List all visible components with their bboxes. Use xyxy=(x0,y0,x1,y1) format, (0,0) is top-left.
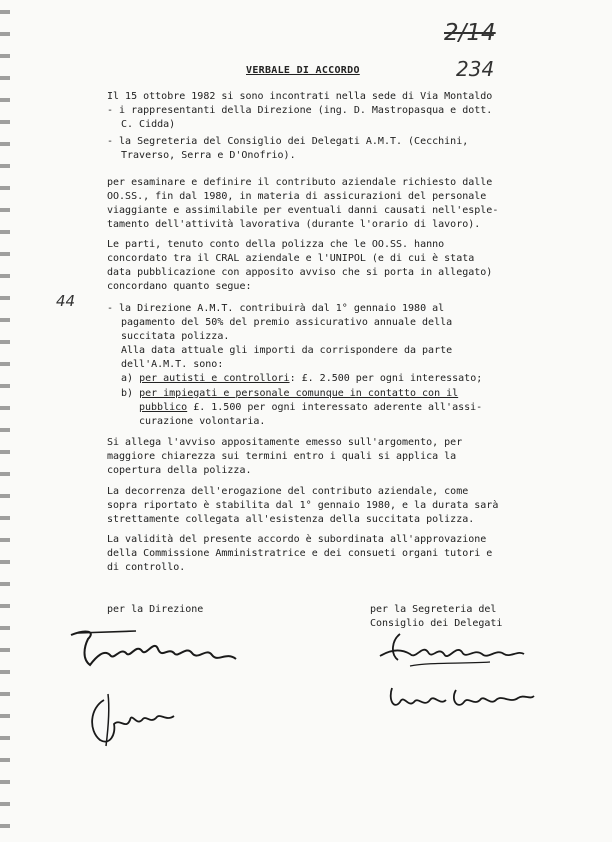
intro-item-1: - i rappresentanti della Direzione (ing. D. Mastropasqua e dott. xyxy=(107,105,493,116)
paragraph-3-line: succitata polizza. xyxy=(121,331,230,342)
signature-label-consiglio: Consiglio dei Delegati xyxy=(370,618,503,629)
paragraph-2-line: concordano quanto segue: xyxy=(107,281,252,292)
paragraph-3-line: dell'A.M.T. sono: xyxy=(121,359,224,370)
paragraph-2-line: concordato tra il CRAL aziendale e l'UNIPOL (e di cui è stata xyxy=(107,253,475,264)
paragraph-3-line: pagamento del 50% del premio assicurativo annuale della xyxy=(121,317,453,328)
paragraph-4-line: maggiore chiarezza sui termini entro i quali si applica la xyxy=(107,451,457,462)
intro-item-2-cont: Traverso, Serra e D'Onofrio). xyxy=(121,150,296,161)
signature-mastropasqua xyxy=(66,625,246,675)
item-b-underlined: per impiegati e personale comunque in contatto con il xyxy=(139,388,459,399)
item-b-cont xyxy=(139,401,482,415)
paragraph-1-line: OO.SS., fin dal 1980, in materia di assicurazioni del personale xyxy=(107,191,487,202)
paragraph-1-line: tamento dell'attività lavorativa (durante l'orario di lavoro). xyxy=(107,219,481,230)
item-a-rest: : £. 2.500 per ogni interessato; xyxy=(289,373,483,384)
paragraph-5-line: sopra riportato è stabilita dal 1° gennaio 1980, e la durata sarà xyxy=(107,500,499,511)
binding-holes xyxy=(0,0,10,842)
paragraph-3-line: Alla data attuale gli importi da corrispondere da parte xyxy=(121,345,453,356)
signature-label-direzione: per la Direzione xyxy=(107,604,204,615)
item-b-rest: £. 1.500 per ogni interessato aderente all'assi- xyxy=(187,402,483,413)
paragraph-1-line: per esaminare e definire il contributo aziendale richiesto dalle xyxy=(107,177,493,188)
item-b-underlined-2: pubblico xyxy=(139,402,188,413)
paragraph-6-line: della Commissione Amministratrice e dei consueti organi tutori e xyxy=(107,548,493,559)
paragraph-6-line: La validità del presente accordo è subordinata all'approvazione xyxy=(107,534,487,545)
intro-item-1-cont: C. Cidda) xyxy=(121,119,176,130)
item-a xyxy=(121,372,482,386)
struck-archive-number: 2/14 xyxy=(444,20,496,46)
paragraph-5-line: strettamente collegata all'esistenza della succitata polizza. xyxy=(107,514,475,525)
paragraph-5-line: La decorrenza dell'erogazione del contributo aziendale, come xyxy=(107,486,469,497)
margin-note: 44 xyxy=(56,292,76,310)
signature-cecchini-traverso xyxy=(370,630,530,680)
intro-line: Il 15 ottobre 1982 si sono incontrati nella sede di Via Montaldo xyxy=(107,91,493,102)
signature-cidda xyxy=(86,690,186,750)
paragraph-3-line: - la Direzione A.M.T. contribuirà dal 1° gennaio 1980 al xyxy=(107,303,445,314)
paragraph-4-line: copertura della polizza. xyxy=(107,465,252,476)
paragraph-1-line: viaggiante e assimilabile per eventuali danni causati nell'esple- xyxy=(107,205,499,216)
paragraph-2-line: data pubblicazione con apposito avviso che si porta in allegato) xyxy=(107,267,493,278)
paragraph-6-line: di controllo. xyxy=(107,562,186,573)
item-a-underlined: per autisti e controllori xyxy=(139,373,290,384)
signature-label-segreteria: per la Segreteria del xyxy=(370,604,497,615)
paragraph-4-line: Si allega l'avviso appositamente emesso sull'argomento, per xyxy=(107,437,463,448)
item-a-prefix: a) xyxy=(121,373,140,384)
archive-number: 234 xyxy=(456,57,495,81)
item-b xyxy=(121,387,458,401)
document-title: VERBALE DI ACCORDO xyxy=(246,65,360,76)
signature-serra-donofrio xyxy=(386,680,536,720)
intro-item-2: - la Segreteria del Consiglio dei Delegati A.M.T. (Cecchini, xyxy=(107,136,469,147)
item-b-prefix: b) xyxy=(121,388,140,399)
item-b-cont: curazione volontaria. xyxy=(139,416,266,427)
paragraph-2-line: Le parti, tenuto conto della polizza che le OO.SS. hanno xyxy=(107,239,445,250)
